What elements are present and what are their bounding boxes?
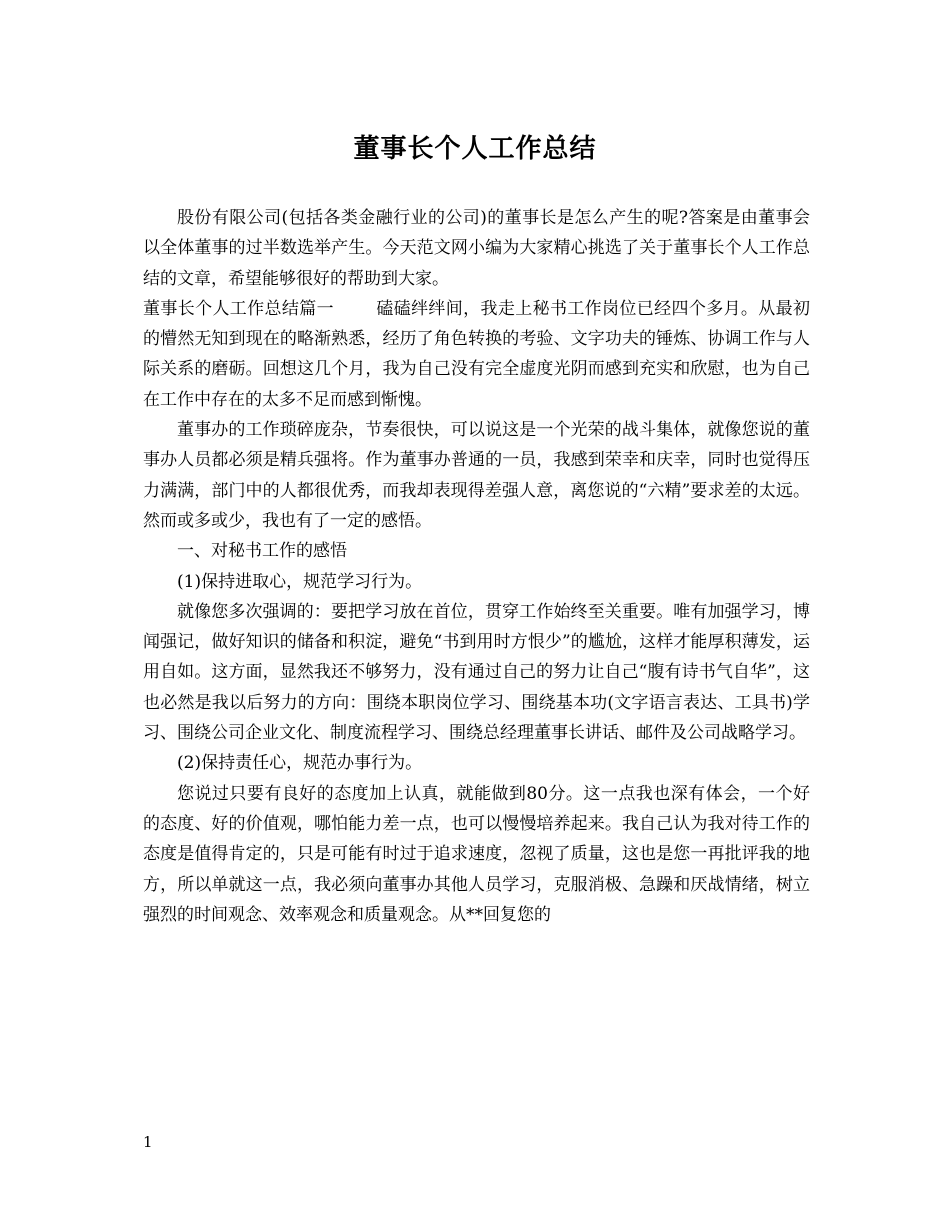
subheading-two: (2)保持责任心，规范办事行为。 bbox=[177, 753, 423, 774]
page-number: 1 bbox=[143, 1133, 153, 1151]
section-text: 磕磕绊绊间，我走上秘书工作岗位已经四个多月。从最初的懵然无知到现在的略渐熟悉，经历了角色转换的考验、文字功夫的锤炼、协调工作与人际关系的磨砺。回想这几个月，我为自己没有完全虚度光阴而感到充实和欣慰，也为自己在工作中存在的太多不足而感到惭愧。 bbox=[143, 298, 811, 410]
subheading-one: (1)保持进取心，规范学习行为。 bbox=[177, 571, 423, 592]
paragraph: 您说过只要有良好的态度加上认真，就能做到80分。这一点我也深有体会，一个好的态度、好的价值观，哪怕能力差一点，也可以慢慢培养起来。我自己认为我对待工作的态度是值得肯定的，只是可能有时过于追求速度，忽视了质量，这也是您一再批评我的地方，所以单就这一点，我必须向董事办其他人员学习，克服消极、急躁和厌战情绪，树立强烈的时间观念、效率观念和质量观念。从**回复您的 bbox=[143, 783, 810, 925]
paragraph: 就像您多次强调的：要把学习放在首位，贯穿工作始终至关重要。唯有加强学习，博闻强记，做好知识的储备和积淀，避免“书到用时方恨少”的尴尬，这样才能厚积薄发，运用自如。这方面，显然我还不够努力，没有通过自己的努力让自己“腹有诗书气自华”，这也必然是我以后努力的方向：围绕本职岗位学习、围绕基本功(文字语言表达、工具书)学习、围绕公司企业文化、制度流程学习、围绕总经理董事长讲话、邮件及公司战略学习。 bbox=[143, 601, 810, 744]
section-label: 董事长个人工作总结篇一 bbox=[143, 298, 334, 319]
intro-paragraph: 股份有限公司(包括各类金融行业的公司)的董事长是怎么产生的呢?答案是由董事会以全体董事的过半数选举产生。今天范文网小编为大家精心挑选了关于董事长个人工作总结的文章，希望能够很好的帮助到大家。 bbox=[143, 208, 810, 289]
paragraph: 董事办的工作琐碎庞杂，节奏很快，可以说这是一个光荣的战斗集体，就像您说的董事办人员都必须是精兵强将。作为董事办普通的一员，我感到荣幸和庆幸，同时也觉得压力满满，部门中的人都很优秀，而我却表现得差强人意，离您说的“六精”要求差的太远。然而或多或少，我也有了一定的感悟。 bbox=[143, 420, 810, 531]
section-paragraph bbox=[143, 294, 810, 415]
document-body bbox=[143, 203, 810, 930]
heading-one: 一、对秘书工作的感悟 bbox=[177, 541, 347, 562]
document-title: 董事长个人工作总结 bbox=[353, 134, 597, 164]
